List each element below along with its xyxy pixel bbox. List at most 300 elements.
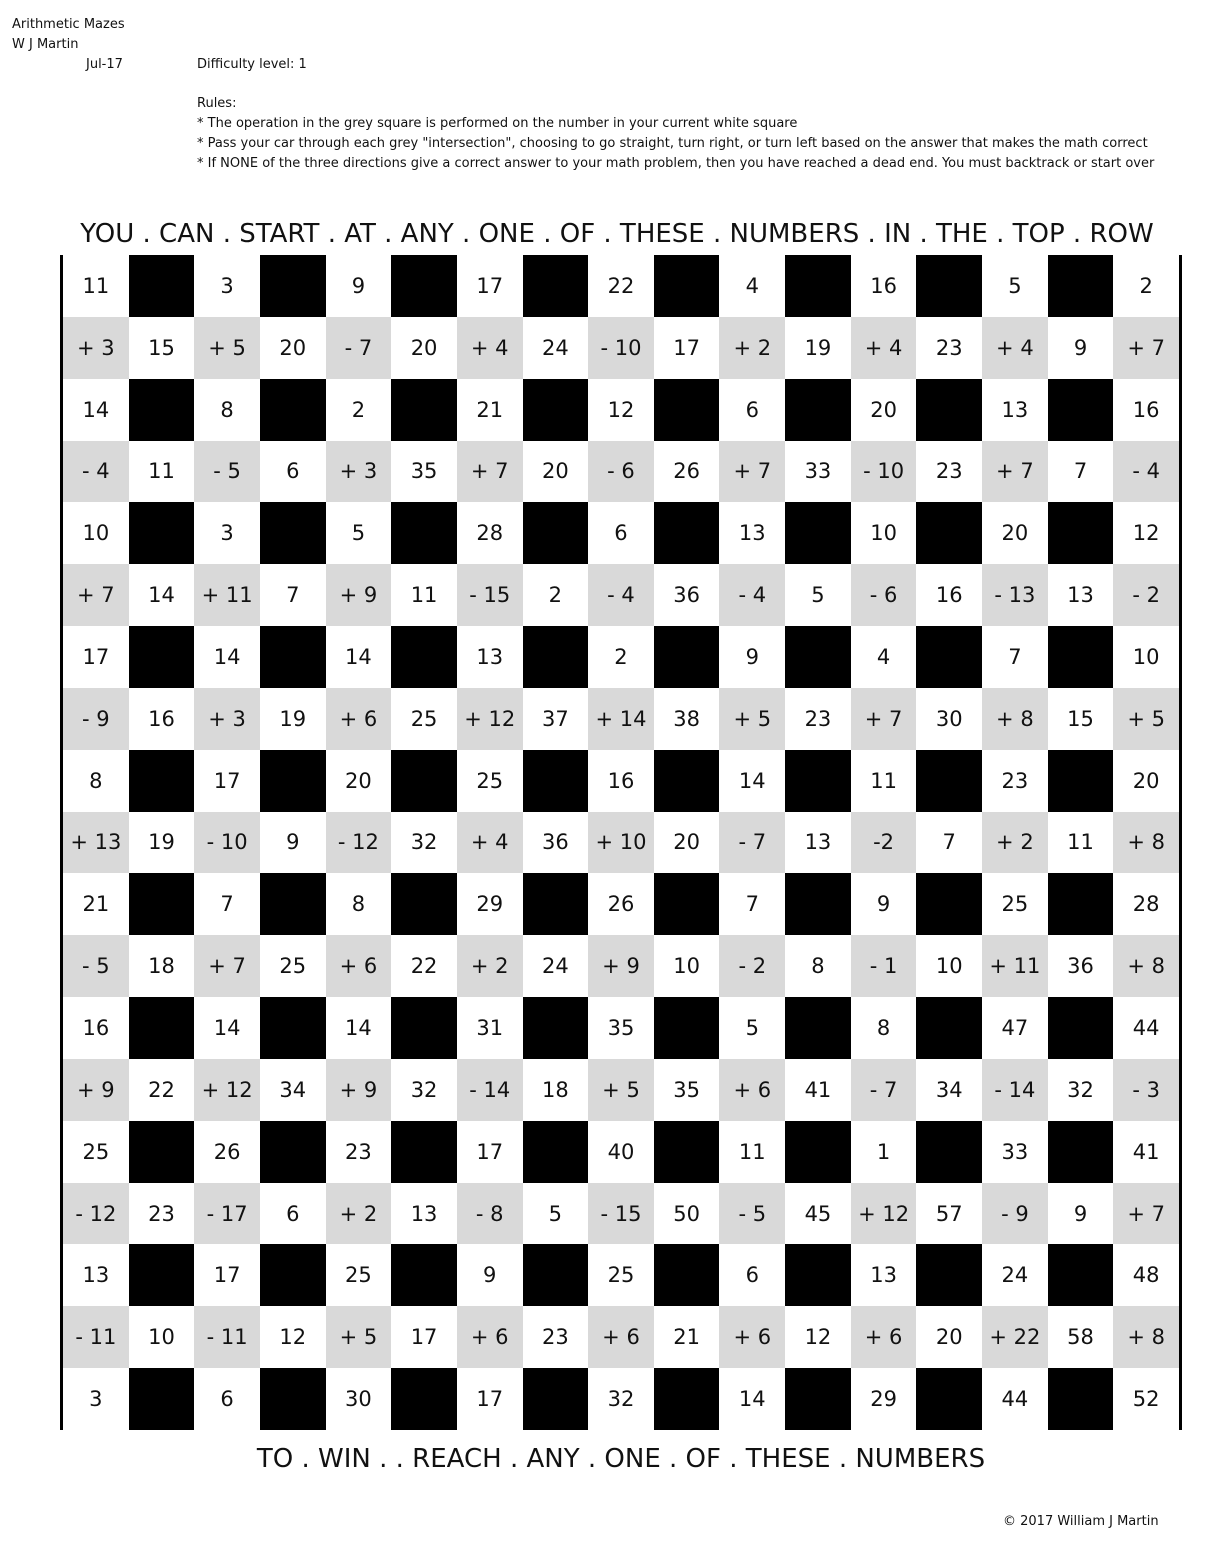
maze-wall-cell [654, 997, 720, 1059]
maze-operation-cell: + 22 [982, 1306, 1048, 1368]
maze-number-cell: 23 [982, 750, 1048, 812]
maze-wall-cell [785, 1121, 851, 1183]
maze-number-cell: 20 [851, 379, 917, 441]
maze-number-cell: 11 [719, 1121, 785, 1183]
maze-wall-cell [129, 873, 195, 935]
maze-number-cell: 8 [326, 873, 392, 935]
maze-number-cell: 22 [588, 255, 654, 317]
maze-operation-cell: -2 [851, 812, 917, 874]
maze-number-cell: 14 [129, 564, 195, 626]
maze-number-cell: 18 [129, 935, 195, 997]
maze-wall-cell [523, 255, 589, 317]
maze-operation-cell: + 9 [326, 1059, 392, 1121]
maze-number-cell: 21 [457, 379, 523, 441]
maze-operation-cell: - 4 [588, 564, 654, 626]
maze-number-cell: 23 [129, 1183, 195, 1245]
maze-wall-cell [916, 873, 982, 935]
maze-operation-cell: + 11 [194, 564, 260, 626]
maze-wall-cell [1048, 750, 1114, 812]
maze-operation-cell: - 8 [457, 1183, 523, 1245]
maze-operation-cell: + 3 [326, 441, 392, 503]
rule-item: * Pass your car through each grey "intersection", choosing to go straight, turn right, or turn left based on the answer that makes the math correct [197, 136, 1148, 151]
maze-operation-cell: + 12 [457, 688, 523, 750]
maze-number-cell: 9 [1048, 1183, 1114, 1245]
maze-number-cell: 16 [588, 750, 654, 812]
maze-number-cell: 34 [916, 1059, 982, 1121]
maze-number-cell: 3 [63, 1368, 129, 1430]
maze-operation-cell: + 6 [326, 935, 392, 997]
maze-number-cell: 15 [129, 317, 195, 379]
maze-wall-cell [916, 750, 982, 812]
maze-number-cell: 17 [63, 626, 129, 688]
maze-number-cell: 25 [588, 1244, 654, 1306]
maze-number-cell: 36 [1048, 935, 1114, 997]
maze-wall-cell [1048, 1368, 1114, 1430]
maze-operation-cell: + 2 [457, 935, 523, 997]
maze-number-cell: 25 [326, 1244, 392, 1306]
maze-number-cell: 50 [654, 1183, 720, 1245]
maze-number-cell: 24 [982, 1244, 1048, 1306]
maze-operation-cell: + 8 [1113, 1306, 1179, 1368]
maze-number-cell: 8 [851, 997, 917, 1059]
maze-number-cell: 35 [588, 997, 654, 1059]
maze-wall-cell [523, 1121, 589, 1183]
maze-number-cell: 21 [63, 873, 129, 935]
maze-number-cell: 32 [391, 1059, 457, 1121]
maze-wall-cell [916, 1368, 982, 1430]
rule-item: * The operation in the grey square is performed on the number in your current white square [197, 116, 798, 131]
maze-wall-cell [785, 502, 851, 564]
maze-number-cell: 13 [982, 379, 1048, 441]
maze-operation-cell: - 10 [851, 441, 917, 503]
maze-number-cell: 20 [916, 1306, 982, 1368]
maze-operation-cell: - 2 [1113, 564, 1179, 626]
maze-number-cell: 3 [194, 255, 260, 317]
maze-number-cell: 25 [63, 1121, 129, 1183]
maze-number-cell: 58 [1048, 1306, 1114, 1368]
maze-number-cell: 4 [851, 626, 917, 688]
maze-number-cell: 30 [916, 688, 982, 750]
maze-number-cell: 6 [719, 1244, 785, 1306]
maze-number-cell: 2 [588, 626, 654, 688]
start-banner: YOU . CAN . START . AT . ANY . ONE . OF . THESE . NUMBERS . IN . THE . TOP . ROW [80, 219, 1154, 249]
maze-wall-cell [391, 379, 457, 441]
maze-wall-cell [654, 1368, 720, 1430]
maze-number-cell: 12 [785, 1306, 851, 1368]
maze-operation-cell: - 10 [194, 812, 260, 874]
maze-operation-cell: - 12 [326, 812, 392, 874]
maze-wall-cell [1048, 1244, 1114, 1306]
maze-number-cell: 13 [851, 1244, 917, 1306]
maze-wall-cell [260, 1121, 326, 1183]
maze-operation-cell: + 8 [982, 688, 1048, 750]
maze-wall-cell [391, 1368, 457, 1430]
maze-operation-cell: + 9 [588, 935, 654, 997]
rules-heading: Rules: [197, 96, 237, 111]
maze-number-cell: 6 [260, 1183, 326, 1245]
maze-number-cell: 52 [1113, 1368, 1179, 1430]
maze-number-cell: 26 [654, 441, 720, 503]
maze-operation-cell: + 5 [326, 1306, 392, 1368]
maze-grid [63, 255, 1179, 1430]
maze-wall-cell [391, 502, 457, 564]
maze-operation-cell: + 5 [588, 1059, 654, 1121]
maze-wall-cell [785, 379, 851, 441]
maze-number-cell: 5 [785, 564, 851, 626]
maze-operation-cell: + 7 [63, 564, 129, 626]
maze-number-cell: 13 [719, 502, 785, 564]
maze-wall-cell [129, 750, 195, 812]
maze-wall-cell [785, 1244, 851, 1306]
maze-number-cell: 11 [129, 441, 195, 503]
maze-number-cell: 31 [457, 997, 523, 1059]
maze-number-cell: 40 [588, 1121, 654, 1183]
maze-operation-cell: - 4 [1113, 441, 1179, 503]
maze-wall-cell [523, 750, 589, 812]
maze-number-cell: 17 [391, 1306, 457, 1368]
maze-number-cell: 7 [982, 626, 1048, 688]
maze-number-cell: 1 [851, 1121, 917, 1183]
maze-number-cell: 11 [391, 564, 457, 626]
maze-number-cell: 13 [63, 1244, 129, 1306]
maze-operation-cell: + 14 [588, 688, 654, 750]
maze-number-cell: 14 [719, 750, 785, 812]
maze-wall-cell [523, 626, 589, 688]
maze-wall-cell [654, 255, 720, 317]
maze-number-cell: 17 [194, 750, 260, 812]
maze-number-cell: 16 [63, 997, 129, 1059]
maze-number-cell: 23 [785, 688, 851, 750]
maze-wall-cell [916, 502, 982, 564]
maze-number-cell: 16 [916, 564, 982, 626]
maze-number-cell: 23 [916, 441, 982, 503]
maze-title: Arithmetic Mazes [12, 17, 125, 32]
maze-number-cell: 20 [260, 317, 326, 379]
maze-wall-cell [523, 873, 589, 935]
maze-operation-cell: - 6 [588, 441, 654, 503]
maze-number-cell: 23 [523, 1306, 589, 1368]
maze-number-cell: 44 [982, 1368, 1048, 1430]
maze-number-cell: 5 [326, 502, 392, 564]
maze-operation-cell: - 7 [719, 812, 785, 874]
maze-number-cell: 22 [391, 935, 457, 997]
maze-number-cell: 20 [391, 317, 457, 379]
maze-number-cell: 29 [851, 1368, 917, 1430]
maze-number-cell: 41 [785, 1059, 851, 1121]
maze-number-cell: 30 [326, 1368, 392, 1430]
maze-number-cell: 3 [194, 502, 260, 564]
maze-number-cell: 17 [194, 1244, 260, 1306]
maze-wall-cell [129, 255, 195, 317]
maze-operation-cell: - 9 [63, 688, 129, 750]
maze-number-cell: 32 [588, 1368, 654, 1430]
maze-wall-cell [1048, 379, 1114, 441]
maze-operation-cell: - 14 [457, 1059, 523, 1121]
maze-wall-cell [260, 502, 326, 564]
maze-number-cell: 20 [523, 441, 589, 503]
maze-number-cell: 15 [1048, 688, 1114, 750]
maze-wall-cell [654, 1244, 720, 1306]
maze-number-cell: 20 [982, 502, 1048, 564]
maze-operation-cell: + 6 [851, 1306, 917, 1368]
maze-wall-cell [654, 873, 720, 935]
maze-operation-cell: - 14 [982, 1059, 1048, 1121]
maze-wall-cell [260, 997, 326, 1059]
maze-number-cell: 23 [916, 317, 982, 379]
maze-operation-cell: + 7 [1113, 1183, 1179, 1245]
maze-wall-cell [391, 626, 457, 688]
maze-number-cell: 2 [1113, 255, 1179, 317]
maze-operation-cell: - 15 [457, 564, 523, 626]
maze-operation-cell: + 2 [982, 812, 1048, 874]
maze-number-cell: 13 [457, 626, 523, 688]
maze-wall-cell [654, 379, 720, 441]
maze-number-cell: 28 [1113, 873, 1179, 935]
maze-number-cell: 14 [194, 626, 260, 688]
maze-number-cell: 14 [194, 997, 260, 1059]
maze-operation-cell: + 2 [719, 317, 785, 379]
maze-operation-cell: + 7 [851, 688, 917, 750]
maze-number-cell: 26 [588, 873, 654, 935]
maze-number-cell: 35 [391, 441, 457, 503]
maze-wall-cell [654, 502, 720, 564]
maze-number-cell: 48 [1113, 1244, 1179, 1306]
maze-number-cell: 8 [785, 935, 851, 997]
maze-wall-cell [785, 873, 851, 935]
maze-number-cell: 47 [982, 997, 1048, 1059]
maze-operation-cell: - 3 [1113, 1059, 1179, 1121]
maze-number-cell: 28 [457, 502, 523, 564]
maze-number-cell: 12 [588, 379, 654, 441]
maze-operation-cell: + 7 [194, 935, 260, 997]
maze-wall-cell [654, 626, 720, 688]
maze-number-cell: 7 [916, 812, 982, 874]
maze-wall-cell [129, 1244, 195, 1306]
maze-operation-cell: - 10 [588, 317, 654, 379]
maze-operation-cell: - 4 [719, 564, 785, 626]
maze-wall-cell [785, 255, 851, 317]
maze-operation-cell: - 5 [63, 935, 129, 997]
maze-number-cell: 4 [719, 255, 785, 317]
maze-number-cell: 45 [785, 1183, 851, 1245]
maze-wall-cell [391, 873, 457, 935]
maze-number-cell: 16 [851, 255, 917, 317]
maze-wall-cell [129, 1368, 195, 1430]
maze-wall-cell [260, 626, 326, 688]
date: Jul-17 [86, 57, 123, 72]
maze-wall-cell [523, 997, 589, 1059]
maze-number-cell: 10 [129, 1306, 195, 1368]
maze-operation-cell: - 5 [194, 441, 260, 503]
maze-wall-cell [916, 1121, 982, 1183]
maze-wall-cell [260, 1244, 326, 1306]
maze-wall-cell [785, 750, 851, 812]
maze-operation-cell: + 4 [457, 812, 523, 874]
maze-number-cell: 7 [719, 873, 785, 935]
maze-wall-cell [129, 1121, 195, 1183]
maze-operation-cell: + 4 [457, 317, 523, 379]
maze-number-cell: 26 [194, 1121, 260, 1183]
maze-number-cell: 16 [129, 688, 195, 750]
maze-number-cell: 34 [260, 1059, 326, 1121]
maze-operation-cell: - 9 [982, 1183, 1048, 1245]
maze-operation-cell: - 7 [326, 317, 392, 379]
maze-operation-cell: - 15 [588, 1183, 654, 1245]
maze-operation-cell: + 12 [194, 1059, 260, 1121]
maze-wall-cell [785, 626, 851, 688]
maze-wall-cell [523, 379, 589, 441]
maze-number-cell: 17 [654, 317, 720, 379]
maze-operation-cell: + 13 [63, 812, 129, 874]
maze-operation-cell: + 11 [982, 935, 1048, 997]
maze-wall-cell [1048, 626, 1114, 688]
maze-number-cell: 14 [719, 1368, 785, 1430]
maze-wall-cell [391, 1244, 457, 1306]
maze-wall-cell [260, 750, 326, 812]
maze-number-cell: 25 [982, 873, 1048, 935]
maze-number-cell: 10 [1113, 626, 1179, 688]
maze-number-cell: 16 [1113, 379, 1179, 441]
maze-wall-cell [1048, 502, 1114, 564]
maze-wall-cell [1048, 997, 1114, 1059]
maze-operation-cell: + 5 [719, 688, 785, 750]
maze-operation-cell: + 4 [982, 317, 1048, 379]
maze-number-cell: 18 [523, 1059, 589, 1121]
maze-number-cell: 19 [260, 688, 326, 750]
maze-wall-cell [391, 255, 457, 317]
maze-wall-cell [129, 502, 195, 564]
maze-number-cell: 11 [63, 255, 129, 317]
maze-number-cell: 13 [1048, 564, 1114, 626]
maze-number-cell: 17 [457, 1368, 523, 1430]
maze-number-cell: 10 [916, 935, 982, 997]
maze-number-cell: 57 [916, 1183, 982, 1245]
maze-number-cell: 38 [654, 688, 720, 750]
maze-number-cell: 6 [194, 1368, 260, 1430]
maze-number-cell: 14 [63, 379, 129, 441]
maze-number-cell: 20 [326, 750, 392, 812]
maze-number-cell: 13 [391, 1183, 457, 1245]
maze-operation-cell: + 3 [194, 688, 260, 750]
maze-number-cell: 19 [785, 317, 851, 379]
maze-wall-cell [129, 997, 195, 1059]
maze-number-cell: 12 [1113, 502, 1179, 564]
maze-number-cell: 33 [982, 1121, 1048, 1183]
maze-number-cell: 20 [1113, 750, 1179, 812]
maze-number-cell: 9 [719, 626, 785, 688]
maze-number-cell: 14 [326, 997, 392, 1059]
maze-number-cell: 9 [326, 255, 392, 317]
maze-number-cell: 7 [194, 873, 260, 935]
maze-number-cell: 24 [523, 935, 589, 997]
maze-wall-cell [260, 1368, 326, 1430]
maze-number-cell: 29 [457, 873, 523, 935]
maze-wall-cell [785, 1368, 851, 1430]
maze-number-cell: 2 [326, 379, 392, 441]
maze-number-cell: 9 [1048, 317, 1114, 379]
maze-number-cell: 32 [391, 812, 457, 874]
maze-number-cell: 24 [523, 317, 589, 379]
maze-operation-cell: + 12 [851, 1183, 917, 1245]
maze-number-cell: 6 [588, 502, 654, 564]
maze-number-cell: 12 [260, 1306, 326, 1368]
maze-operation-cell: + 2 [326, 1183, 392, 1245]
maze-number-cell: 36 [523, 812, 589, 874]
maze-wall-cell [391, 997, 457, 1059]
maze-wall-cell [260, 255, 326, 317]
maze-number-cell: 11 [1048, 812, 1114, 874]
maze-operation-cell: - 7 [851, 1059, 917, 1121]
maze-number-cell: 44 [1113, 997, 1179, 1059]
maze-number-cell: 6 [260, 441, 326, 503]
maze-number-cell: 13 [785, 812, 851, 874]
maze-number-cell: 9 [457, 1244, 523, 1306]
maze-number-cell: 5 [523, 1183, 589, 1245]
maze-number-cell: 25 [260, 935, 326, 997]
maze-wall-cell [1048, 873, 1114, 935]
maze-operation-cell: - 2 [719, 935, 785, 997]
maze-number-cell: 9 [260, 812, 326, 874]
maze-number-cell: 7 [1048, 441, 1114, 503]
maze-wall-cell [523, 1368, 589, 1430]
maze-operation-cell: + 6 [326, 688, 392, 750]
maze-operation-cell: + 8 [1113, 812, 1179, 874]
maze-operation-cell: + 6 [719, 1059, 785, 1121]
maze-operation-cell: + 9 [63, 1059, 129, 1121]
maze-operation-cell: + 7 [457, 441, 523, 503]
maze-wall-cell [1048, 255, 1114, 317]
maze-number-cell: 41 [1113, 1121, 1179, 1183]
maze-wall-cell [916, 379, 982, 441]
maze-number-cell: 10 [654, 935, 720, 997]
maze-operation-cell: + 5 [194, 317, 260, 379]
copyright: © 2017 William J Martin [1003, 1514, 1159, 1529]
maze-operation-cell: - 13 [982, 564, 1048, 626]
author: W J Martin [12, 37, 79, 52]
maze-number-cell: 14 [326, 626, 392, 688]
maze-number-cell: 25 [457, 750, 523, 812]
maze-operation-cell: + 7 [982, 441, 1048, 503]
maze-operation-cell: + 9 [326, 564, 392, 626]
maze-operation-cell: + 5 [1113, 688, 1179, 750]
maze-number-cell: 22 [129, 1059, 195, 1121]
maze-wall-cell [654, 750, 720, 812]
maze-number-cell: 35 [654, 1059, 720, 1121]
maze-operation-cell: - 1 [851, 935, 917, 997]
maze-wall-cell [523, 502, 589, 564]
maze-wall-cell [916, 997, 982, 1059]
maze-wall-cell [260, 379, 326, 441]
maze-operation-cell: + 6 [457, 1306, 523, 1368]
maze-wall-cell [1048, 1121, 1114, 1183]
maze-number-cell: 7 [260, 564, 326, 626]
maze-operation-cell: - 6 [851, 564, 917, 626]
maze-number-cell: 10 [63, 502, 129, 564]
maze-wall-cell [391, 750, 457, 812]
maze-operation-cell: + 8 [1113, 935, 1179, 997]
maze-number-cell: 11 [851, 750, 917, 812]
maze-wall-cell [391, 1121, 457, 1183]
maze-number-cell: 5 [719, 997, 785, 1059]
finish-banner: TO . WIN . . REACH . ANY . ONE . OF . THESE . NUMBERS [256, 1444, 986, 1474]
maze-wall-cell [916, 626, 982, 688]
maze-number-cell: 9 [851, 873, 917, 935]
maze-number-cell: 17 [457, 255, 523, 317]
maze-wall-cell [129, 626, 195, 688]
maze-number-cell: 8 [63, 750, 129, 812]
maze-number-cell: 33 [785, 441, 851, 503]
maze-operation-cell: + 3 [63, 317, 129, 379]
